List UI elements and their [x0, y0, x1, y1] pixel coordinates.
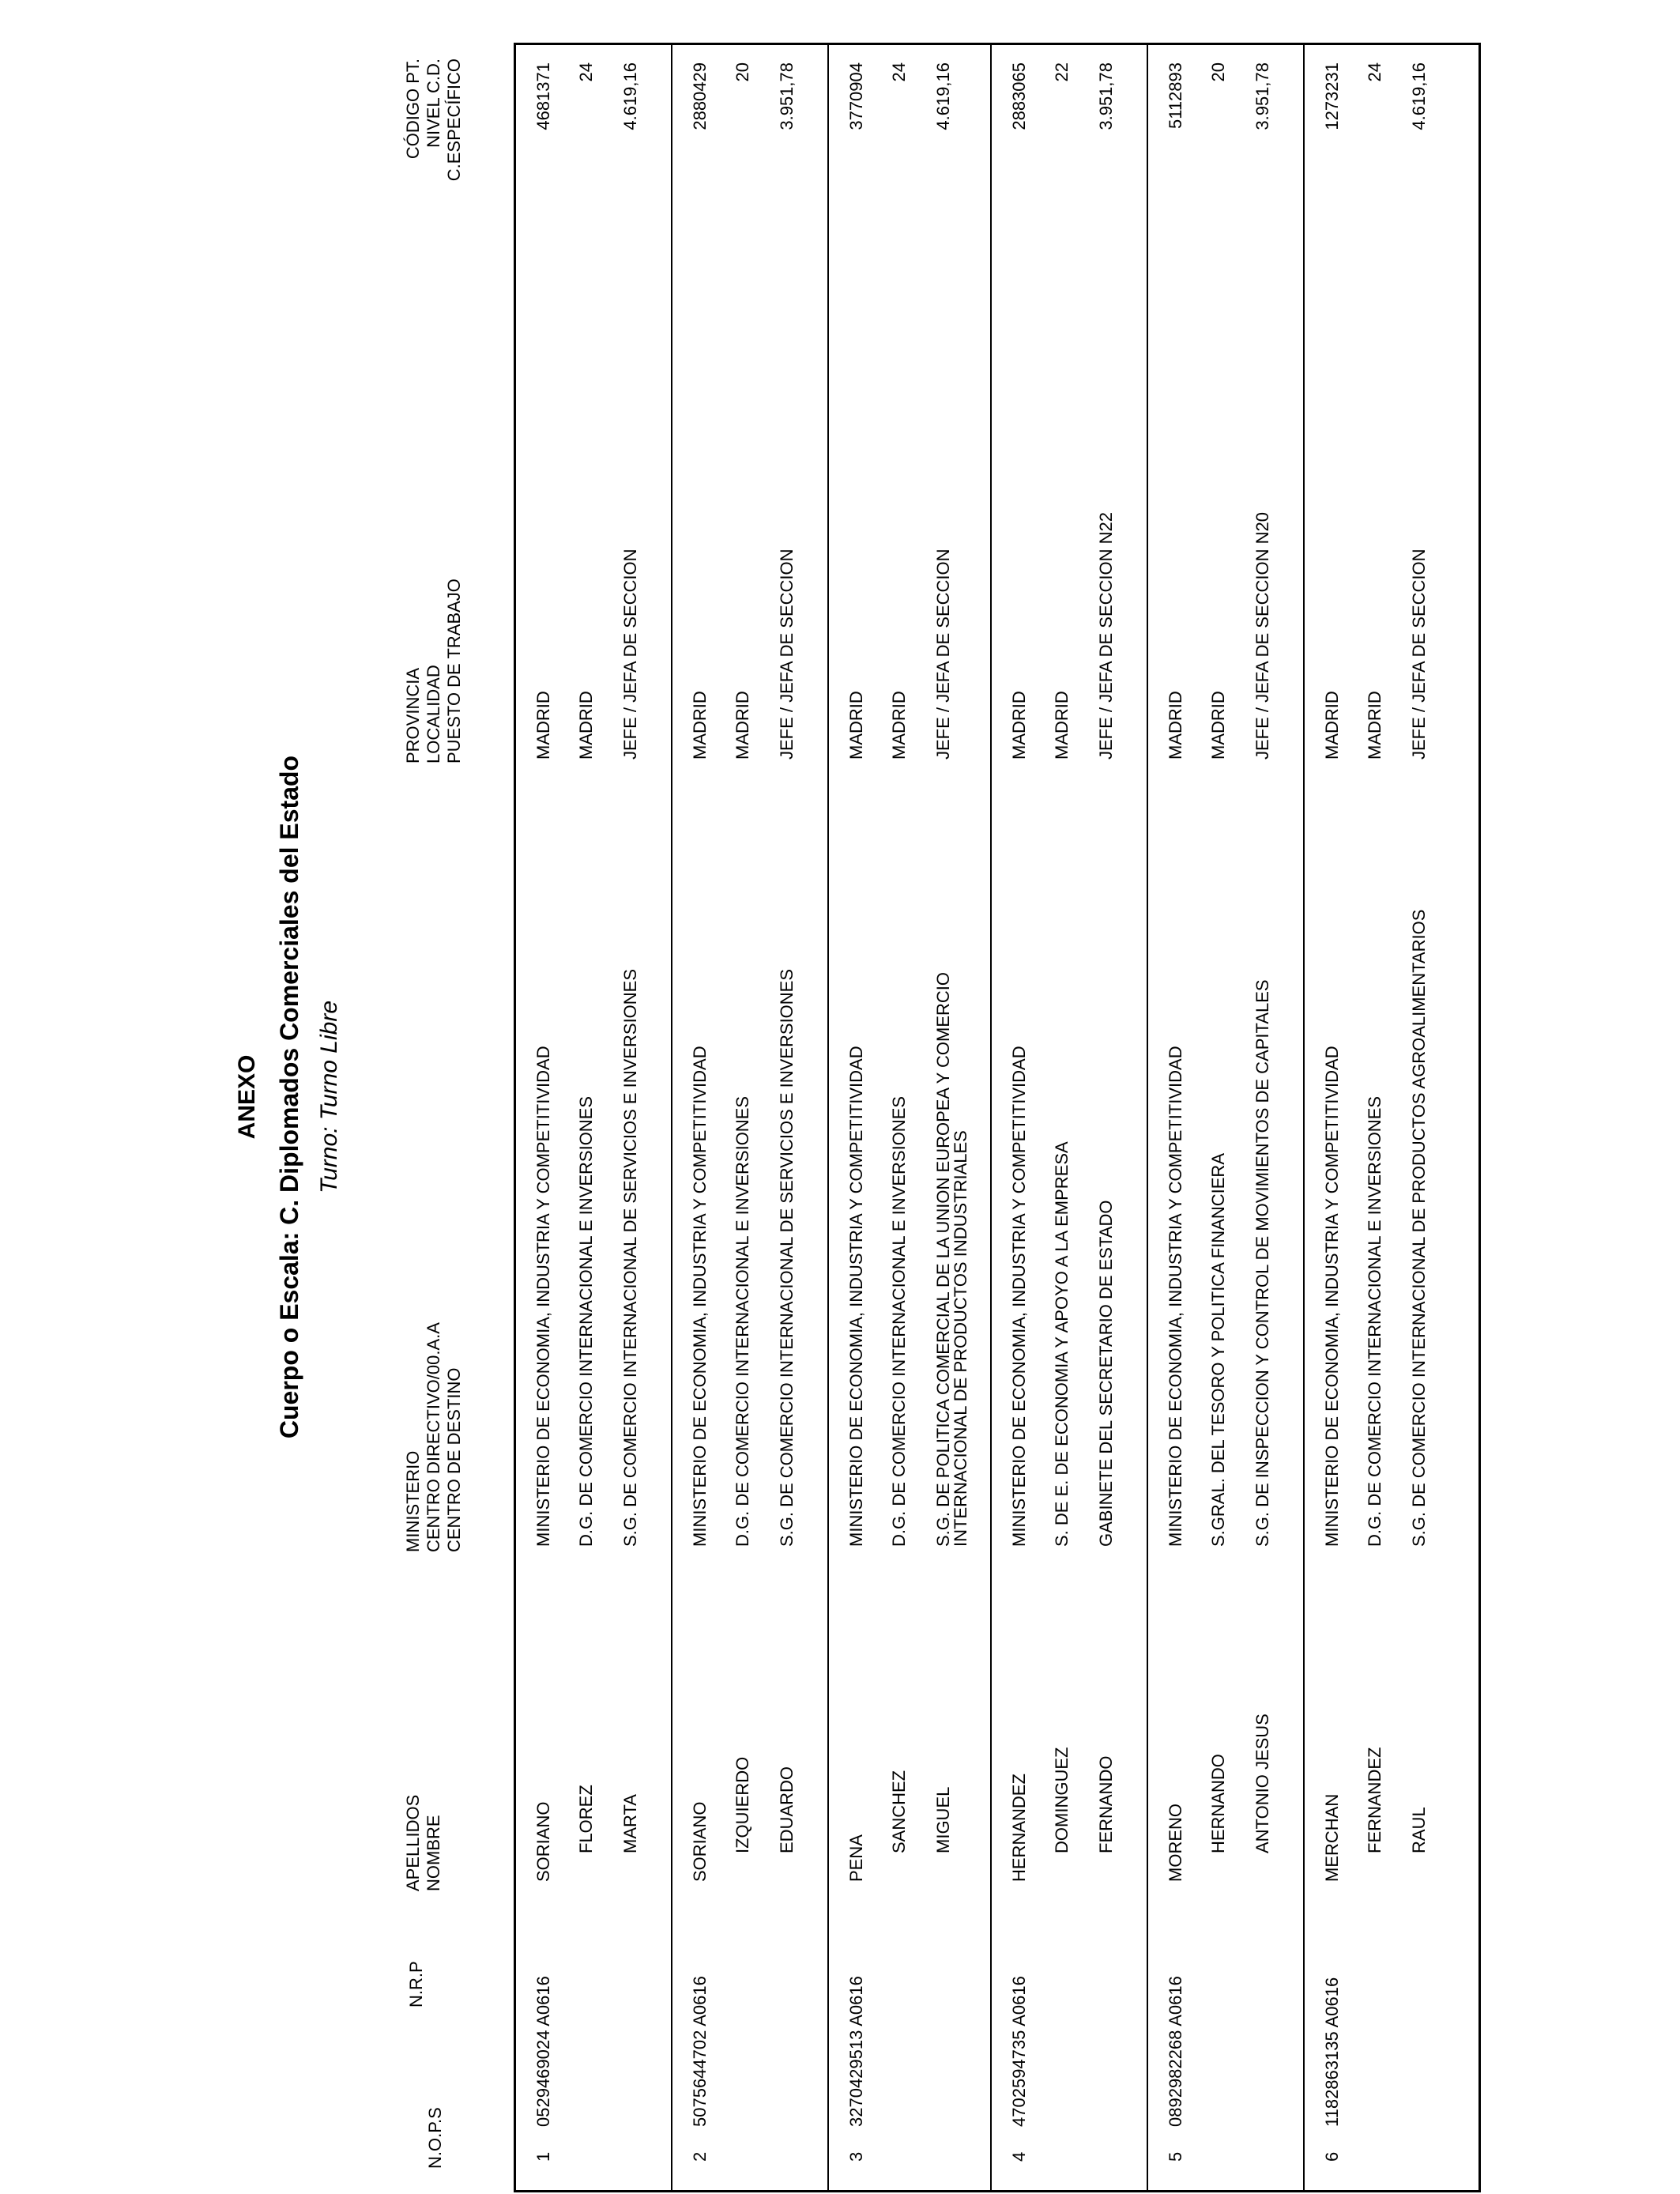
row-especifico: 3.951,78	[1252, 62, 1272, 130]
row-puesto: JEFE / JEFA DE SECCION	[1409, 548, 1429, 760]
row-centro-directivo: S. DE E. DE ECONOMIA Y APOYO A LA EMPRESA	[1052, 1141, 1072, 1547]
row-ministerio: MINISTERIO DE ECONOMIA, INDUSTRIA Y COMPETITIVIDAD	[1322, 1046, 1342, 1547]
row-nombre: RAUL	[1409, 1807, 1429, 1853]
turno-label: Turno:	[316, 1126, 342, 1194]
row-localidad: MADRID	[733, 691, 752, 760]
table-row	[672, 45, 829, 2190]
table-row	[1305, 45, 1478, 2190]
row-nrp: 0892982268 A0616	[1166, 1976, 1185, 2127]
row-nombre: FERNANDO	[1096, 1755, 1116, 1853]
row-centro-destino: GABINETE DEL SECRETARIO DE ESTADO	[1096, 1200, 1116, 1547]
row-puesto: JEFE / JEFA DE SECCION	[933, 548, 953, 760]
row-codigo: 4681371	[533, 62, 553, 130]
table-row	[829, 45, 992, 2190]
document-subtitle: Cuerpo o Escala: C. Diplomados Comerciales del Estado	[275, 755, 303, 1439]
row-apellido1: PENA	[846, 1834, 866, 1882]
header-nrp	[406, 1961, 427, 2007]
row-puesto: JEFE / JEFA DE SECCION	[620, 548, 640, 760]
row-nivel: 24	[1365, 62, 1384, 82]
header-centro-directivo-label: CENTRO DIRECTIVO/00.A.A	[424, 1322, 443, 1552]
row-centro-directivo: S.GRAL. DEL TESORO Y POLITICA FINANCIERA	[1208, 1153, 1228, 1547]
row-localidad: MADRID	[1052, 691, 1072, 760]
row-nivel: 24	[576, 62, 596, 82]
header-ministerio-label: MINISTERIO	[403, 1450, 423, 1552]
page-title: ANEXO	[234, 1054, 260, 1140]
row-apellido1: MORENO	[1166, 1804, 1185, 1882]
row-codigo: 2883065	[1009, 62, 1029, 130]
header-provincia	[403, 579, 465, 763]
row-codigo: 2880429	[690, 62, 710, 130]
row-puesto: JEFE / JEFA DE SECCION	[777, 548, 797, 760]
row-especifico: 3.951,78	[1096, 62, 1116, 130]
header-nops-label: N.O.P.S	[425, 2107, 445, 2169]
row-nombre: MARTA	[620, 1794, 640, 1853]
row-ministerio: MINISTERIO DE ECONOMIA, INDUSTRIA Y COMPETITIVIDAD	[1166, 1046, 1185, 1547]
row-apellido1: SORIANO	[690, 1801, 710, 1882]
row-nops: 2	[690, 2151, 710, 2162]
row-nivel: 24	[889, 62, 909, 82]
row-centro-destino: S.G. DE COMERCIO INTERNACIONAL DE SERVICIOS E INVERSIONES	[620, 968, 640, 1547]
header-ministerio	[403, 1322, 465, 1552]
row-centro-directivo: D.G. DE COMERCIO INTERNACIONAL E INVERSIONES	[576, 1095, 596, 1547]
row-nombre: EDUARDO	[777, 1766, 797, 1853]
row-nrp: 5075644702 A0616	[690, 1976, 710, 2127]
row-especifico: 4.619,16	[620, 62, 640, 130]
table-row	[516, 45, 672, 2190]
row-apellido1: SORIANO	[533, 1801, 553, 1882]
row-localidad: MADRID	[1365, 691, 1384, 760]
header-puesto-label: PUESTO DE TRABAJO	[444, 579, 464, 763]
header-centro-destino-label: CENTRO DE DESTINO	[444, 1367, 464, 1552]
row-nops: 6	[1322, 2151, 1342, 2162]
row-nrp: 3270429513 A0616	[846, 1976, 866, 2127]
row-apellido2: SANCHEZ	[889, 1770, 909, 1853]
row-provincia: MADRID	[690, 691, 710, 760]
row-apellido2: FLOREZ	[576, 1785, 596, 1853]
row-localidad: MADRID	[576, 691, 596, 760]
row-centro-destino: S.G. DE POLITICA COMERCIAL DE LA UNION EUROPEA Y COMERCIO	[933, 972, 953, 1547]
row-nops: 5	[1166, 2151, 1185, 2162]
row-apellido2: FERNANDEZ	[1365, 1747, 1384, 1853]
row-ministerio: MINISTERIO DE ECONOMIA, INDUSTRIA Y COMPETITIVIDAD	[533, 1046, 553, 1547]
turno-value: Turno Libre	[316, 1001, 342, 1121]
row-localidad: MADRID	[889, 691, 909, 760]
header-apellidos	[403, 1795, 444, 1891]
header-nombre-label: NOMBRE	[424, 1815, 443, 1891]
row-provincia: MADRID	[1009, 691, 1029, 760]
header-codigo	[403, 58, 465, 193]
row-centro-directivo: D.G. DE COMERCIO INTERNACIONAL E INVERSIONES	[1365, 1095, 1384, 1547]
header-especifico-label: C.ESPECÍFICO	[444, 58, 464, 182]
header-localidad-label: LOCALIDAD	[424, 665, 443, 763]
row-nivel: 20	[1208, 62, 1228, 82]
header-nrp-label: N.R.P	[406, 1961, 426, 2007]
table-row	[992, 45, 1148, 2190]
row-nivel: 22	[1052, 62, 1072, 82]
results-table	[514, 43, 1481, 2192]
row-apellido1: HERNANDEZ	[1009, 1774, 1029, 1882]
row-ministerio: MINISTERIO DE ECONOMIA, INDUSTRIA Y COMPETITIVIDAD	[690, 1046, 710, 1547]
row-ministerio: MINISTERIO DE ECONOMIA, INDUSTRIA Y COMPETITIVIDAD	[846, 1046, 866, 1547]
row-centro-destino: S.G. DE COMERCIO INTERNACIONAL DE SERVICIOS E INVERSIONES	[777, 968, 797, 1547]
row-especifico: 4.619,16	[933, 62, 953, 130]
row-nrp: 0529469024 A0616	[533, 1976, 553, 2127]
row-provincia: MADRID	[1166, 691, 1185, 760]
row-puesto: JEFE / JEFA DE SECCION N22	[1096, 512, 1116, 760]
row-nombre: ANTONIO JESUS	[1252, 1713, 1272, 1853]
row-apellido2: HERNANDO	[1208, 1754, 1228, 1853]
row-provincia: MADRID	[533, 691, 553, 760]
row-codigo: 1273231	[1322, 62, 1342, 130]
table-row	[1148, 45, 1305, 2190]
row-nrp: 1182863135 A0616	[1322, 1977, 1342, 2127]
row-nrp: 4702594735 A0616	[1009, 1976, 1029, 2127]
turno-line	[316, 0, 343, 2194]
row-centro-destino: S.G. DE COMERCIO INTERNACIONAL DE PRODUCTOS AGROALIMENTARIOS	[1409, 909, 1429, 1547]
row-nops: 4	[1009, 2151, 1029, 2162]
row-apellido2: IZQUIERDO	[733, 1756, 752, 1853]
row-provincia: MADRID	[846, 691, 866, 760]
row-provincia: MADRID	[1322, 691, 1342, 760]
row-nombre: MIGUEL	[933, 1786, 953, 1853]
row-codigo: 5112893	[1166, 62, 1185, 130]
row-centro-directivo: D.G. DE COMERCIO INTERNACIONAL E INVERSIONES	[889, 1095, 909, 1547]
row-apellido2: DOMINGUEZ	[1052, 1747, 1072, 1853]
row-puesto: JEFE / JEFA DE SECCION N20	[1252, 512, 1272, 760]
row-especifico: 3.951,78	[777, 62, 797, 130]
row-centro-destino-cont: INTERNACIONAL DE PRODUCTOS INDUSTRIALES	[951, 1130, 970, 1547]
row-localidad: MADRID	[1208, 691, 1228, 760]
row-nops: 3	[846, 2151, 866, 2162]
row-nops: 1	[533, 2151, 553, 2162]
row-codigo: 3770904	[846, 62, 866, 130]
header-nops	[425, 2107, 446, 2169]
header-codigo-label: CÓDIGO PT.	[403, 58, 423, 160]
row-nivel: 20	[733, 62, 752, 82]
row-ministerio: MINISTERIO DE ECONOMIA, INDUSTRIA Y COMPETITIVIDAD	[1009, 1046, 1029, 1547]
row-especifico: 4.619,16	[1409, 62, 1429, 130]
header-provincia-label: PROVINCIA	[403, 667, 423, 763]
row-centro-destino: S.G. DE INSPECCION Y CONTROL DE MOVIMIENTOS DE CAPITALES	[1252, 979, 1272, 1547]
row-centro-directivo: D.G. DE COMERCIO INTERNACIONAL E INVERSIONES	[733, 1095, 752, 1547]
header-nivel-label: NIVEL C.D.	[424, 58, 443, 148]
row-apellido1: MERCHAN	[1322, 1793, 1342, 1882]
header-apellidos-label: APELLIDOS	[403, 1794, 423, 1891]
